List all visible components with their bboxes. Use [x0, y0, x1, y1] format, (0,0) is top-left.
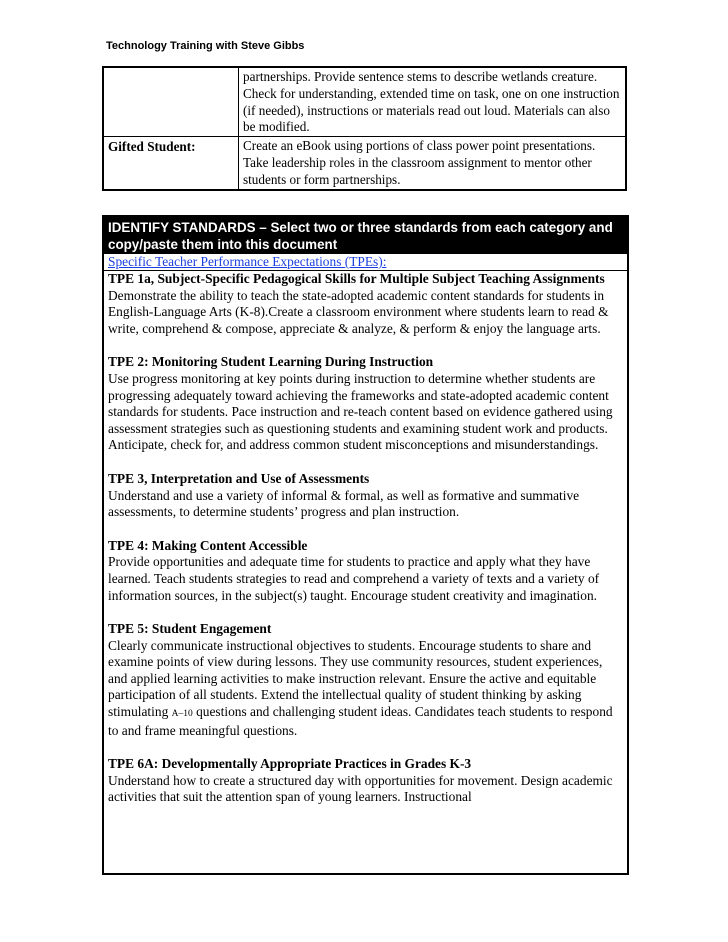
- tpe-title: TPE 3, Interpretation and Use of Assessments: [108, 470, 370, 486]
- tpe-text: Demonstrate the ability to teach the state-adopted academic content standards for students in English-Language Arts (K-8).Create a classroom environment where students learn to read & write, comprehend & compose, appreciate & analyze, & perform & enjoy the language arts.: [108, 287, 609, 336]
- tpe-title: TPE 4: Making Content Accessible: [108, 537, 308, 553]
- tpe-title: TPE 2: Monitoring Student Learning During Instruction: [108, 354, 434, 370]
- standards-header: IDENTIFY STANDARDS – Select two or three standards from each category and copy/paste them into this document: [104, 217, 627, 254]
- tpe-text: Understand how to create a structured day with opportunities for movement. Design academic activities that suit the attention span of young learners. Instructional: [108, 772, 613, 805]
- tpe-text: Use progress monitoring at key points during instruction to determine whether students are progressing adequately toward achieving the frameworks and state-adopted academic content standards for students. Pace instruction and re-teach content based on evidence gathered using assessment strategies such as questioning students and examining student work and products. Anticipate, check for, and address common student misconceptions and misunderstandings.: [108, 370, 613, 453]
- tpe-text: [108, 638, 623, 740]
- tpe-section: [108, 471, 623, 521]
- page-header: Technology Training with Steve Gibbs: [106, 40, 305, 52]
- tpe-section: [108, 271, 623, 337]
- tpe-title: TPE 5: Student Engagement: [108, 621, 272, 637]
- tpe-text-part: questions and challenging student ideas. Candidates teach students to respond to and frame meaningful questions.: [108, 704, 613, 738]
- tpe-section: [108, 756, 623, 806]
- standards-table: [102, 215, 629, 875]
- tpe-text-part: Clearly communicate instructional objectives to students. Encourage students to share and examine points of view during lessons. They use community resources, student experiences, and applied learning activities to make instruction relevant. Ensure the active and equitable participation of all students. Extend the intellectual quality of student thinking by asking stimulating: [108, 637, 603, 720]
- tpe-section: [108, 354, 623, 454]
- row-value: Create an eBook using portions of class power point presentations. Take leadership roles in the classroom assignment to mentor other students or form partnerships.: [243, 138, 596, 187]
- inline-mark: A–10: [171, 709, 193, 720]
- row-label: [104, 68, 239, 136]
- table-row: [104, 136, 625, 188]
- tpe-text: Provide opportunities and adequate time for students to practice and apply what they have learned. Teach students strategies to read and comprehend a variety of texts and a variety of information sources, in the subject(s) taught. Encourage student creativity and imagination.: [108, 554, 600, 603]
- tpe-text: Understand and use a variety of informal & formal, as well as formative and summative assessments, to determine students’ progress and plan instruction.: [108, 487, 580, 520]
- standards-body: [104, 271, 627, 806]
- tpe-section: [108, 621, 623, 739]
- accommodations-table: [102, 66, 627, 191]
- tpe-title: TPE 6A: Developmentally Appropriate Practices in Grades K-3: [108, 756, 472, 772]
- row-value: partnerships. Provide sentence stems to describe wetlands creature. Check for understanding, extended time on task, one on one instruction (if needed), instructions or materials read out loud. Materials can also be modified.: [243, 69, 620, 135]
- tpe-section: [108, 538, 623, 604]
- row-label: Gifted Student:: [104, 137, 239, 188]
- tpe-link[interactable]: Specific Teacher Performance Expectations (TPEs):: [104, 254, 627, 271]
- table-row: [104, 68, 625, 136]
- tpe-title: TPE 1a, Subject-Specific Pedagogical Skills for Multiple Subject Teaching Assignments: [108, 271, 605, 286]
